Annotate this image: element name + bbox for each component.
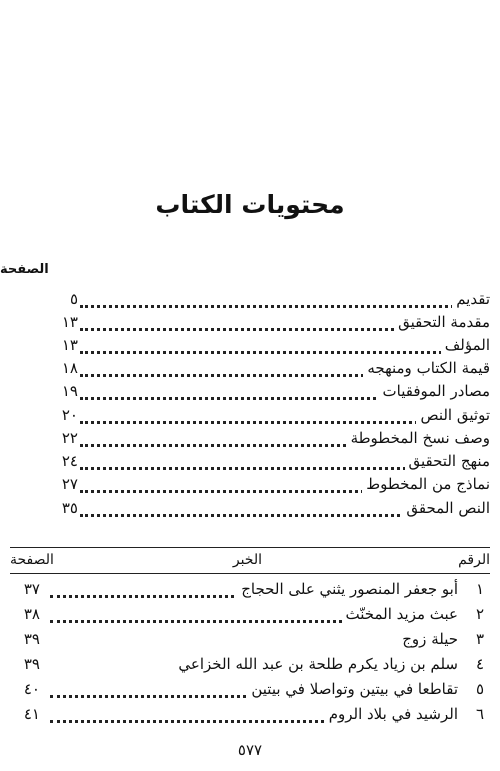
toc-entry-page: ١٣: [61, 313, 78, 331]
toc-entry-page: ١٩: [61, 382, 78, 400]
row-number: ٣: [475, 630, 485, 648]
toc-entry: [50, 427, 490, 449]
table-row: [10, 577, 490, 601]
row-text: تقاطعا في بيتين وتواصلا في بيتين: [247, 677, 458, 701]
dot-leader: [80, 341, 490, 354]
toc-entry: [50, 497, 490, 519]
toc-entry: [50, 311, 490, 333]
row-number: ٢: [475, 605, 485, 623]
row-number: ١: [475, 580, 485, 598]
row-page: ٣٩: [23, 655, 40, 673]
row-text: الرشيد في بلاد الروم: [325, 702, 458, 726]
row-number: ٥: [475, 680, 485, 698]
toc-entry-page: ١٨: [61, 359, 78, 377]
column-header-item: الخبر: [232, 552, 262, 568]
column-header-number: الرقم: [458, 552, 490, 568]
row-text: حيلة زوج: [398, 627, 458, 651]
table-top-rule: [10, 547, 490, 548]
toc-entry: [50, 334, 490, 356]
table-header: [10, 552, 490, 574]
toc-entry-label: النص المحقق: [402, 497, 490, 519]
row-text: عبث مزيد المخنّث: [342, 602, 458, 626]
table-row: [10, 702, 490, 726]
row-number: ٦: [475, 705, 485, 723]
toc-entry: [50, 288, 490, 310]
column-header-page: الصفحة: [10, 552, 54, 568]
toc-entry-label: منهج التحقيق: [405, 450, 491, 472]
toc-entry-label: نماذج من المخطوط: [362, 473, 490, 495]
toc-entry-label: تقديم: [452, 288, 490, 310]
toc-entry: [50, 473, 490, 495]
toc-entry-page: ٢٢: [61, 429, 78, 447]
table-row: [10, 677, 490, 701]
toc-entry: [50, 357, 490, 379]
table-row: [10, 602, 490, 626]
row-page: ٣٩: [23, 630, 40, 648]
row-text: سلم بن زياد يكرم طلحة بن عبد الله الخزاعي: [174, 652, 458, 676]
toc-entry-page: ٢٧: [61, 475, 78, 493]
toc-entry: [50, 404, 490, 426]
row-number: ٤: [475, 655, 485, 673]
page-title: محتويات الكتاب: [155, 190, 345, 219]
toc-entry-label: قيمة الكتاب ومنهجه: [363, 357, 490, 379]
table-header-rule: [10, 573, 490, 574]
row-page: ٤٠: [23, 680, 40, 698]
row-page: ٣٧: [23, 580, 40, 598]
toc-entry-page: ٢٤: [61, 452, 78, 470]
toc-entry-label: وصف نسخ المخطوطة: [347, 427, 490, 449]
toc-entry-label: مصادر الموفقيات: [379, 380, 490, 402]
row-page: ٤١: [23, 705, 40, 723]
page-number: ٥٧٧: [237, 741, 263, 759]
toc-entry: [50, 450, 490, 472]
toc-entry-page: ٥: [69, 290, 78, 308]
toc-page-column-header: الصفحة: [0, 262, 49, 277]
row-text: أبو جعفر المنصور يثني على الحجاج: [237, 577, 458, 601]
table-row: [10, 652, 490, 676]
toc-entry-label: المؤلف: [441, 334, 490, 356]
toc-entry: [50, 380, 490, 402]
dot-leader: [80, 295, 490, 308]
table-row: [10, 627, 490, 651]
toc-entry-page: ١٣: [61, 336, 78, 354]
row-page: ٣٨: [23, 605, 40, 623]
toc-entry-page: ٢٠: [61, 406, 78, 424]
toc-entry-page: ٣٥: [61, 499, 78, 517]
toc-entry-label: مقدمة التحقيق: [394, 311, 490, 333]
toc-entry-label: توثيق النص: [416, 404, 490, 426]
